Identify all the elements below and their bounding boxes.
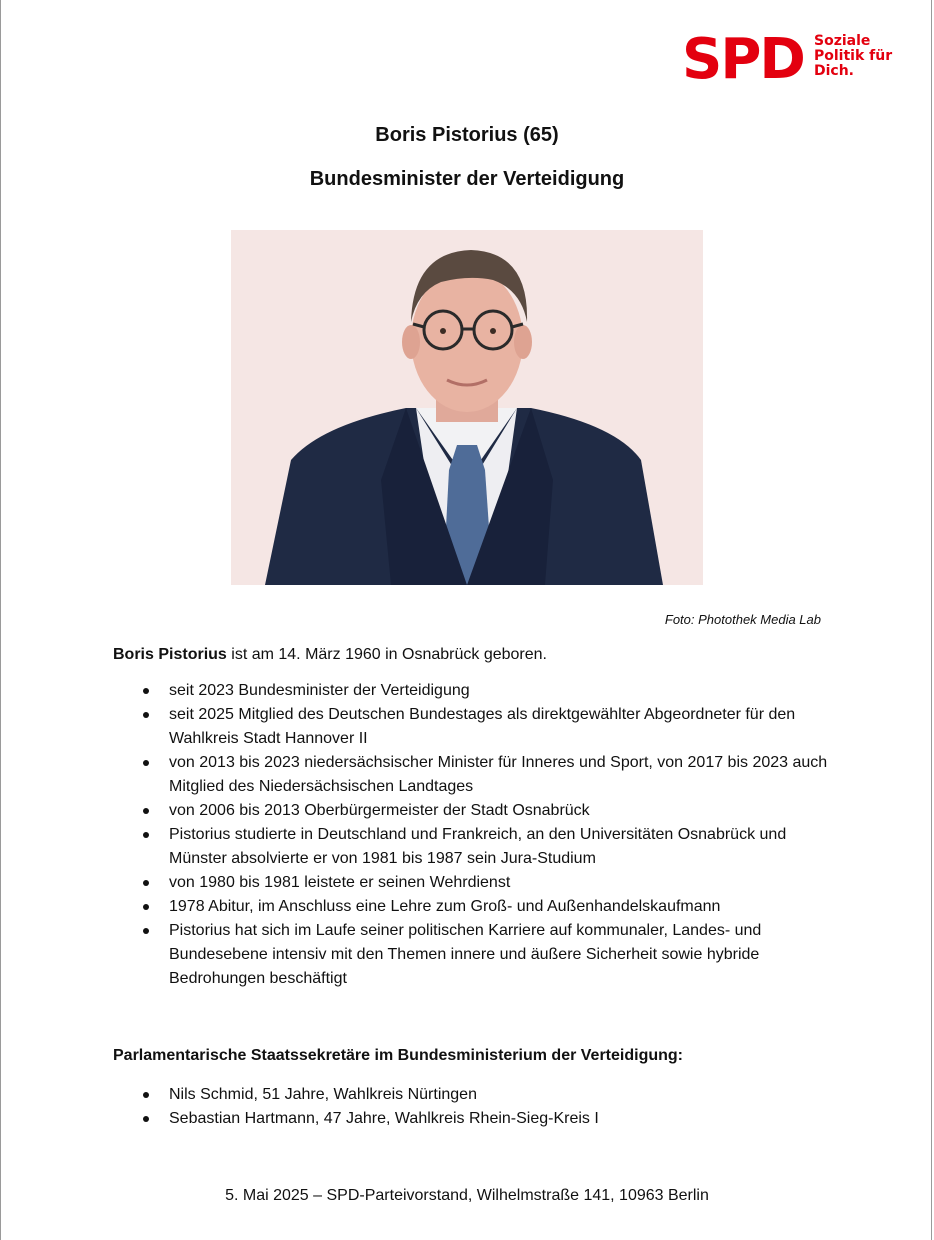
secretaries-list: [113, 1083, 833, 1131]
list-item: Pistorius studierte in Deutschland und Frankreich, an den Universitäten Osnabrück und Münster absolvierte er von 1981 bis 1987 sein Jura-Studium: [113, 823, 833, 871]
intro-name: Boris Pistorius: [113, 646, 227, 663]
portrait-photo: [231, 230, 703, 585]
list-item: Nils Schmid, 51 Jahre, Wahlkreis Nürtingen: [113, 1083, 833, 1107]
logo-tagline-line: Dich.: [814, 63, 855, 79]
photo-credit: Foto: Photothek Media Lab: [664, 612, 821, 627]
list-item: von 1980 bis 1981 leistete er seinen Wehrdienst: [113, 871, 833, 895]
list-item: Sebastian Hartmann, 47 Jahre, Wahlkreis Rhein-Sieg-Kreis I: [113, 1107, 833, 1131]
spd-logo: [682, 27, 902, 92]
list-item: seit 2025 Mitglied des Deutschen Bundestages als direktgewählter Abgeordneter für den Wahlkreis Stadt Hannover II: [113, 703, 833, 751]
logo-wordmark: SPD: [682, 27, 804, 92]
logo-tagline-line: Soziale: [814, 33, 871, 49]
section-heading: Parlamentarische Staatssekretäre im Bundesministerium der Verteidigung:: [113, 1047, 683, 1064]
list-item: von 2006 bis 2013 Oberbürgermeister der Stadt Osnabrück: [113, 799, 833, 823]
list-item: 1978 Abitur, im Anschluss eine Lehre zum Groß- und Außenhandelskaufmann: [113, 895, 833, 919]
page-title: Boris Pistorius (65): [375, 124, 559, 146]
list-item: seit 2023 Bundesminister der Verteidigung: [113, 679, 833, 703]
intro-sentence: [113, 646, 547, 664]
career-list: [113, 679, 833, 991]
list-item: von 2013 bis 2023 niedersächsischer Minister für Inneres und Sport, von 2017 bis 2023 auch Mitglied des Niedersächsischen Landtages: [113, 751, 833, 799]
portrait-illustration: [231, 230, 703, 585]
logo-tagline-line: Politik für: [814, 48, 893, 64]
list-item: Pistorius hat sich im Laufe seiner politischen Karriere auf kommunaler, Landes- und Bundesebene intensiv mit den Themen innere und äußere Sicherheit sowie hybride Bedrohungen beschäftigt: [113, 919, 833, 991]
intro-text: ist am 14. März 1960 in Osnabrück geboren.: [226, 646, 547, 663]
page-footer: 5. Mai 2025 – SPD-Parteivorstand, Wilhelmstraße 141, 10963 Berlin: [225, 1187, 709, 1204]
page-subtitle: Bundesminister der Verteidigung: [309, 168, 625, 190]
logo-tagline: [814, 34, 892, 79]
